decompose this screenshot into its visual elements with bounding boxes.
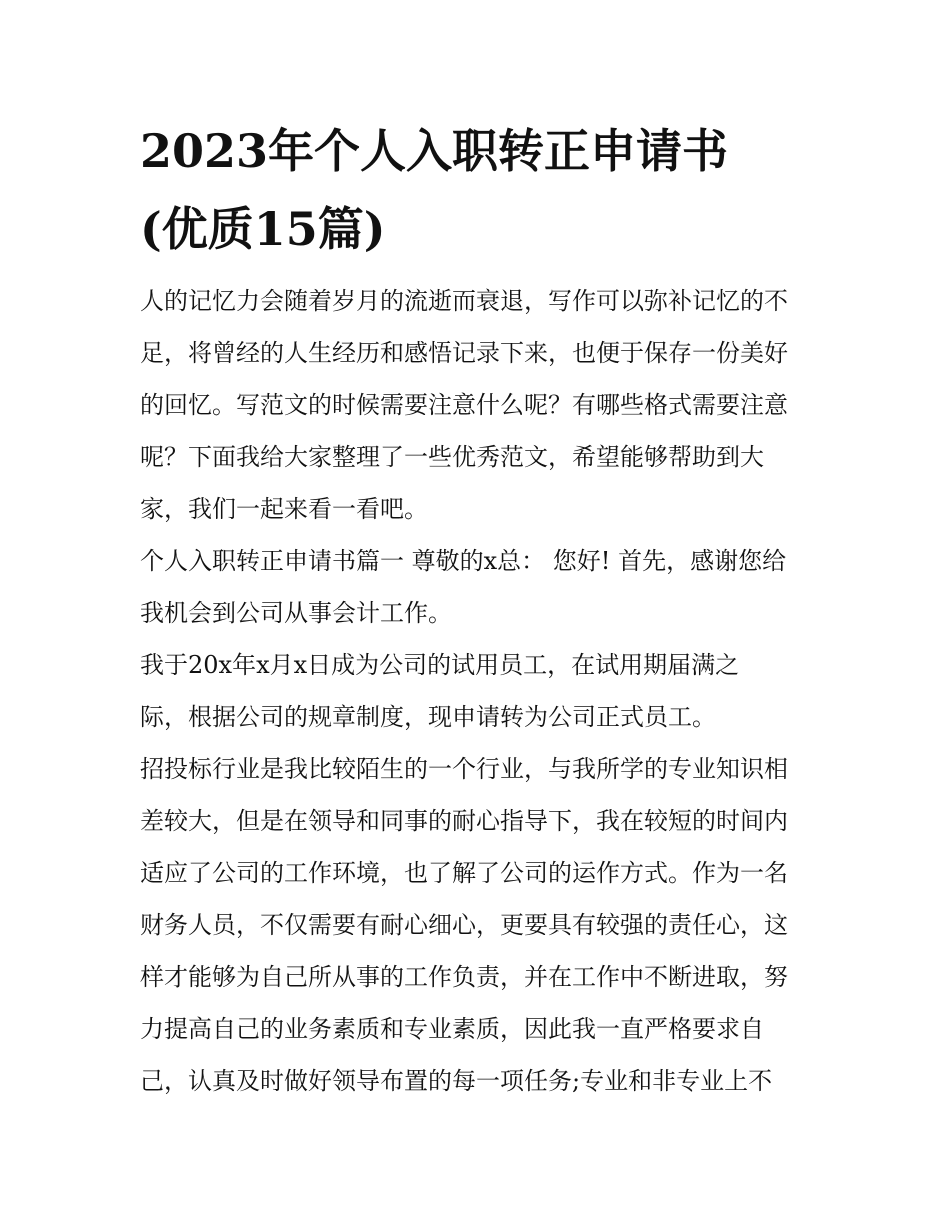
text-line: 适应了公司的工作环境，也了解了公司的运作方式。作为一名 [140, 859, 788, 887]
text-line: 足，将曾经的人生经历和感悟记录下来，也便于保存一份美好 [140, 339, 788, 367]
text-line: 人的记忆力会随着岁月的流逝而衰退，写作可以弥补记忆的不 [140, 287, 788, 315]
application-paragraph [140, 639, 820, 743]
text-line: 呢？下面我给大家整理了一些优秀范文，希望能够帮助到大 [140, 443, 764, 471]
text-line: 我于20x年x月x日成为公司的试用员工，在试用期届满之 [140, 651, 740, 679]
title-line-1: 2023年个人入职转正申请书 [140, 124, 729, 178]
document-body [140, 275, 820, 1107]
text-line: 招投标行业是我比较陌生的一个行业，与我所学的专业知识相 [140, 755, 788, 783]
greeting-paragraph [140, 535, 820, 639]
experience-paragraph [140, 743, 820, 1107]
document-title [140, 112, 820, 268]
text-line: 样才能够为自己所从事的工作负责，并在工作中不断进取，努 [140, 963, 788, 991]
text-line: 我机会到公司从事会计工作。 [140, 599, 452, 627]
text-line: 力提高自己的业务素质和专业素质，因此我一直严格要求自 [140, 1015, 764, 1043]
text-line: 家，我们一起来看一看吧。 [140, 495, 428, 523]
text-line: 的回忆。写范文的时候需要注意什么呢？有哪些格式需要注意 [140, 391, 788, 419]
text-line: 个人入职转正申请书篇一 尊敬的x总： 您好! 首先，感谢您给 [140, 547, 787, 575]
title-line-2: (优质15篇) [140, 202, 386, 256]
text-line: 己，认真及时做好领导布置的每一项任务;专业和非专业上不 [140, 1067, 773, 1095]
text-line: 差较大，但是在领导和同事的耐心指导下，我在较短的时间内 [140, 807, 788, 835]
text-line: 财务人员，不仅需要有耐心细心，更要具有较强的责任心，这 [140, 911, 788, 939]
text-line: 际，根据公司的规章制度，现申请转为公司正式员工。 [140, 703, 716, 731]
intro-paragraph [140, 275, 820, 535]
